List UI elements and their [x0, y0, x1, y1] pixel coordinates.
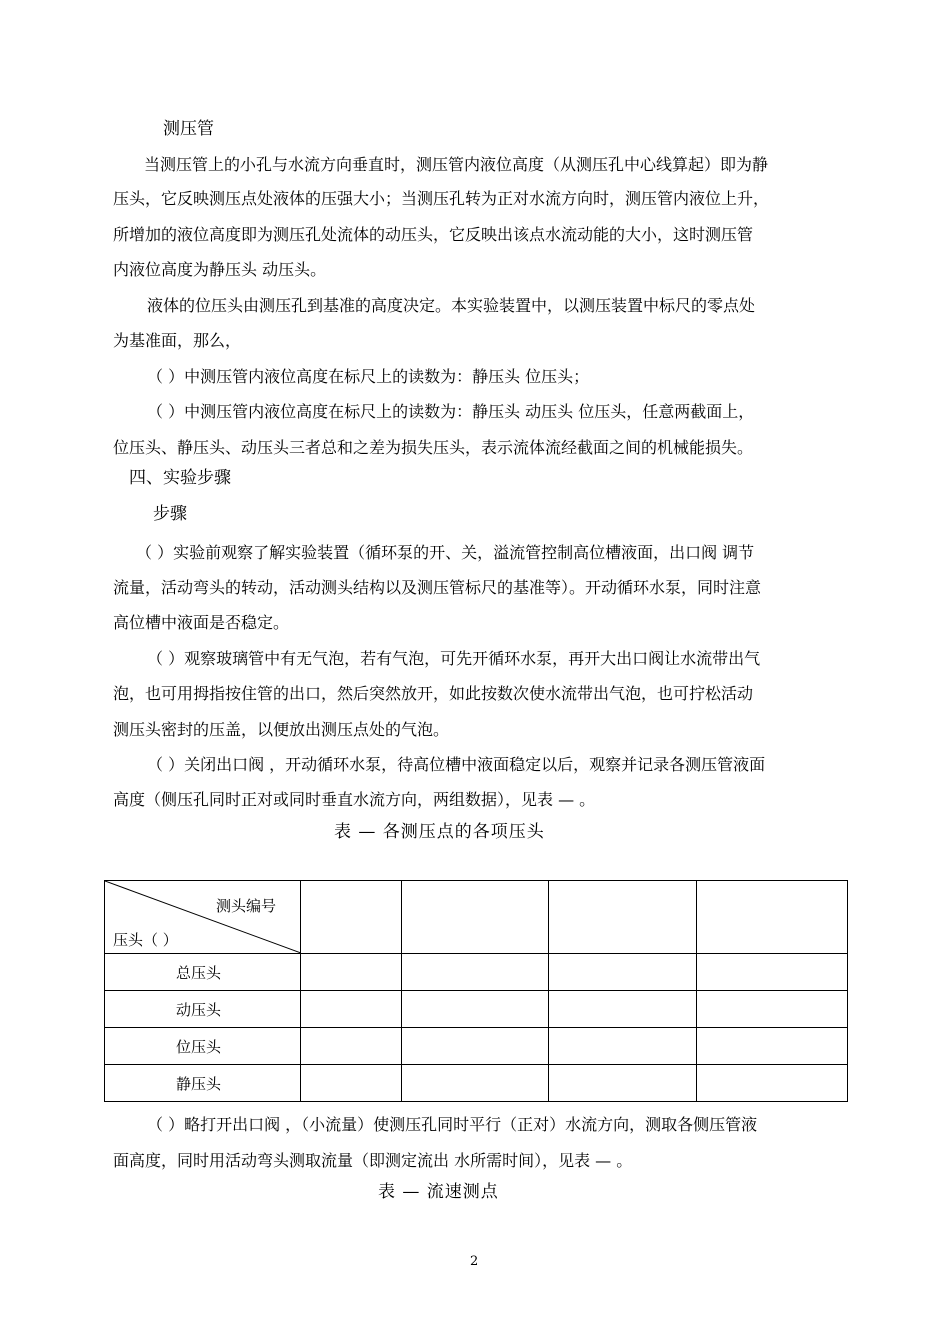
table-cell: [301, 881, 402, 954]
list-item: （ ）中测压管内液位高度在标尺上的读数为：静压头 动压头 位压头，任意两截面上，: [147, 402, 755, 421]
paragraph-line: 所增加的液位高度即为测压孔处流体的动压头，它反映出该点水流动能的大小，这时测压管: [113, 225, 754, 244]
table-cell: [697, 1065, 848, 1102]
table-row: [105, 991, 848, 1028]
table-cell: [402, 881, 549, 954]
paragraph-line: 当测压管上的小孔与水流方向垂直时，测压管内液位高度（从测压孔中心线算起）即为静: [144, 155, 769, 174]
table-cell: [549, 954, 697, 991]
table-cell: [549, 991, 697, 1028]
step-line: （ ）实验前观察了解实验装置（循环泵的开、关，溢流管控制高位槽液面，出口阀 调节: [136, 543, 755, 562]
table-header-cell: [105, 881, 301, 954]
paragraph-line: 压头，它反映测压点处液体的压强大小；当测压孔转为正对水流方向时，测压管内液位上升，: [113, 189, 770, 208]
section-heading: 四、实验步骤: [129, 468, 231, 488]
header-probe-number: 测头编号: [215, 897, 276, 915]
step-line: 高位槽中液面是否稳定。: [113, 613, 290, 632]
step-line: （ ）观察玻璃管中有无气泡，若有气泡，可先开循环水泵，再开大出口阀让水流带出气: [147, 649, 761, 668]
table-cell: [549, 881, 697, 954]
subsection-heading: 步骤: [153, 504, 187, 524]
page-number: 2: [470, 1254, 479, 1269]
table-cell: [402, 1065, 549, 1102]
table-cell: [697, 881, 848, 954]
step-line: 测压头密封的压盖，以便放出测压点处的气泡。: [113, 720, 450, 739]
row-label: 动压头: [105, 991, 301, 1028]
table-row: [105, 1028, 848, 1065]
table-cell: [402, 1028, 549, 1065]
header-pressure-unit: 压头（ ）: [113, 931, 178, 949]
paragraph-line: 液体的位压头由测压孔到基准的高度决定。本实验装置中，以测压装置中标尺的零点处: [147, 296, 756, 315]
table-caption: 表 — 各测压点的各项压头: [334, 822, 545, 842]
table-cell: [697, 954, 848, 991]
table-caption: 表 — 流速测点: [378, 1182, 499, 1202]
row-label: 总压头: [105, 954, 301, 991]
step-line: （ ）关闭出口阀 ，开动循环水泵，待高位槽中液面稳定以后，观察并记录各测压管液面: [147, 755, 766, 774]
section-title: 测压管: [163, 119, 214, 139]
table-cell: [301, 1028, 402, 1065]
table-row: [105, 1065, 848, 1102]
step-line: （ ）略打开出口阀 ，（小流量）使测压孔同时平行（正对）水流方向，测取各侧压管液: [147, 1115, 758, 1134]
table-cell: [402, 954, 549, 991]
step-line: 流量，活动弯头的转动，活动测头结构以及测压管标尺的基准等）。开动循环水泵，同时注意: [113, 578, 762, 597]
table-cell: [301, 991, 402, 1028]
list-item: 位压头、静压头、动压头三者总和之差为损失压头，表示流体流经截面之间的机械能损失。: [113, 438, 754, 457]
step-line: 泡，也可用拇指按住管的出口，然后突然放开，如此按数次使水流带出气泡，也可拧松活动: [113, 684, 754, 703]
table-cell: [697, 991, 848, 1028]
table-row: [105, 954, 848, 991]
table-cell: [549, 1065, 697, 1102]
table-cell: [301, 954, 402, 991]
step-line: 高度（侧压孔同时正对或同时垂直水流方向，两组数据），见表 — 。: [113, 790, 596, 809]
table-cell: [697, 1028, 848, 1065]
table-cell: [402, 991, 549, 1028]
step-line: 面高度，同时用活动弯头测取流量（即测定流出 水所需时间），见表 — 。: [113, 1151, 633, 1170]
paragraph-line: 为基准面，那么，: [113, 331, 242, 350]
paragraph-line: 内液位高度为静压头 动压头。: [113, 260, 327, 279]
pressure-head-table: [104, 880, 848, 1102]
row-label: 静压头: [105, 1065, 301, 1102]
table-cell: [549, 1028, 697, 1065]
row-label: 位压头: [105, 1028, 301, 1065]
table-cell: [301, 1065, 402, 1102]
list-item: （ ）中测压管内液位高度在标尺上的读数为：静压头 位压头；: [147, 367, 590, 386]
